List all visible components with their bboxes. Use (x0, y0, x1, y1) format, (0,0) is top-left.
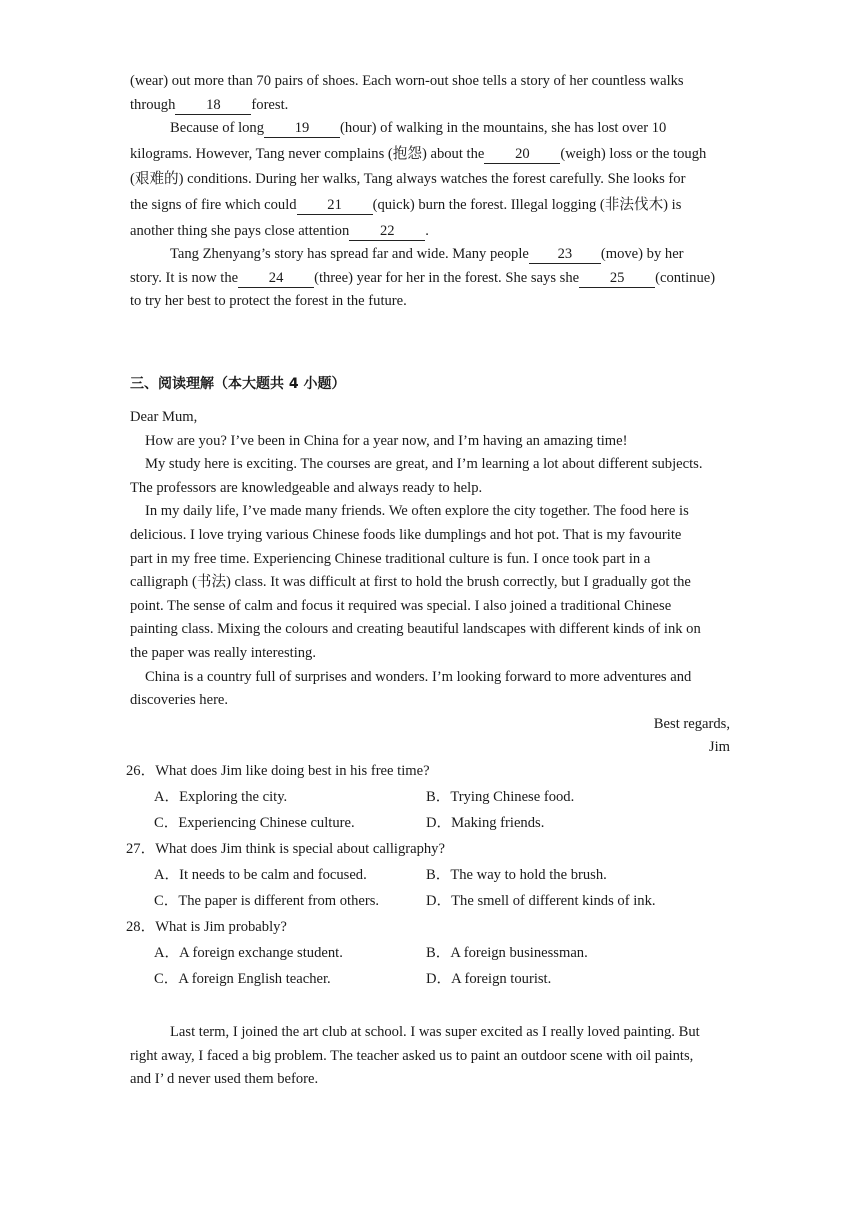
answer-blank-25[interactable]: 25 (579, 269, 655, 288)
passage-line (130, 194, 715, 218)
option-a[interactable]: A．Exploring the city. (154, 789, 288, 805)
answer-blank-19[interactable]: 19 (264, 119, 340, 138)
passage-text: (hour) of walking in the mountains, she has lost over 10 (340, 120, 667, 137)
passage-line (130, 143, 715, 167)
passage-line: and I’ d never used them before. (130, 1071, 319, 1088)
letter-line: How are you? I’ve been in China for a year now, and I’m having an amazing time! (145, 432, 628, 449)
passage-text: another thing she pays close attention (130, 222, 350, 239)
question-27 (126, 836, 740, 914)
question-stem: 27．What does Jim think is special about calligraphy? (126, 841, 445, 857)
cloze-passage (130, 70, 715, 314)
letter-line: discoveries here. (130, 692, 229, 709)
passage-line (130, 220, 715, 244)
passage-text: (three) year for her in the forest. She says she (314, 269, 580, 286)
option-d[interactable]: D．The smell of different kinds of ink. (426, 893, 656, 909)
option-row (126, 862, 740, 888)
passage-text: Because of long (170, 120, 265, 137)
passage-line: (wear) out more than 70 pairs of shoes. Each worn-out shoe tells a story of her countless walks (130, 73, 684, 89)
passage-text: forest. (251, 96, 289, 113)
question-28 (126, 914, 740, 992)
letter-greeting: Dear Mum, (130, 409, 198, 425)
answer-blank-24[interactable]: 24 (238, 269, 314, 288)
letter-line: point. The sense of calm and focus it required was special. I also joined a traditional Chinese (130, 597, 672, 614)
letter-closing: Best regards, (653, 715, 730, 732)
passage-text: the signs of fire which could (130, 196, 297, 213)
option-row (126, 784, 740, 810)
passage-line: right away, I faced a big problem. The teacher asked us to paint an outdoor scene with oil paints, (130, 1047, 694, 1064)
passage-line: Last term, I joined the art club at school. I was super excited as I really loved painting. But (170, 1024, 700, 1040)
question-list (126, 758, 740, 992)
option-b[interactable]: B．The way to hold the brush. (426, 867, 607, 883)
letter-line: In my daily life, I’ve made many friends. We often explore the city together. The food here is (145, 503, 689, 520)
passage-text: story. It is now the (130, 269, 239, 286)
option-c[interactable]: C．A foreign English teacher. (154, 971, 331, 987)
passage-text: (move) by her (600, 246, 684, 263)
passage-text: (continue) (655, 269, 716, 286)
answer-blank-23[interactable]: 23 (529, 245, 601, 264)
option-c[interactable]: C．Experiencing Chinese culture. (154, 815, 355, 831)
option-b[interactable]: B．A foreign businessman. (426, 945, 588, 961)
question-stem: 26．What does Jim like doing best in his free time? (126, 763, 430, 779)
option-row (126, 940, 740, 966)
letter-line: part in my free time. Experiencing Chinese traditional culture is fun. I once took part in a (130, 550, 651, 567)
answer-blank-20[interactable]: 20 (484, 145, 560, 164)
answer-blank-18[interactable]: 18 (175, 96, 251, 115)
section-heading: 三、阅读理解（本大题共 4 小题） (130, 376, 346, 392)
passage-text: (quick) burn the forest. Illegal logging (非法伐木) is (372, 196, 682, 213)
passage-line (130, 117, 715, 141)
question-stem: 28．What is Jim probably? (126, 919, 287, 935)
option-b[interactable]: B．Trying Chinese food. (426, 789, 575, 805)
letter-line: China is a country full of surprises and wonders. I’m looking forward to more adventures and (145, 668, 692, 685)
passage-line: (艰难的) conditions. During her walks, Tang always watches the forest carefully. She looks for (130, 171, 686, 188)
passage-text: . (425, 222, 429, 239)
option-c[interactable]: C．The paper is different from others. (154, 893, 380, 909)
letter-line: the paper was really interesting. (130, 644, 316, 661)
letter-line: My study here is exciting. The courses are great, and I’m learning a lot about different subjects. (145, 456, 703, 473)
reading-passage-2 (130, 1021, 740, 1092)
question-26 (126, 758, 740, 836)
letter-line: The professors are knowledgeable and always ready to help. (130, 479, 483, 496)
option-d[interactable]: D．A foreign tourist. (426, 971, 552, 987)
passage-text: kilograms. However, Tang never complains (抱怨) about the (130, 145, 485, 162)
letter-signature: Jim (708, 739, 730, 756)
answer-blank-22[interactable]: 22 (349, 222, 425, 241)
passage-line (130, 94, 715, 118)
passage-line (130, 267, 715, 291)
option-a[interactable]: A．It needs to be calm and focused. (154, 867, 367, 883)
passage-text: Tang Zhenyang’s story has spread far and wide. Many people (170, 246, 529, 263)
option-a[interactable]: A．A foreign exchange student. (154, 945, 343, 961)
passage-text: through (130, 96, 176, 113)
option-row (126, 966, 740, 992)
passage-line: to try her best to protect the forest in the future. (130, 293, 407, 310)
letter (130, 406, 740, 760)
option-d[interactable]: D．Making friends. (426, 815, 545, 831)
option-row (126, 810, 740, 836)
letter-line: painting class. Mixing the colours and creating beautiful landscapes with different kinds of ink on (130, 621, 701, 638)
passage-line (130, 243, 715, 267)
letter-line: calligraph (书法) class. It was difficult at first to hold the brush correctly, but I gradually got the (130, 574, 691, 591)
letter-line: delicious. I love trying various Chinese foods like dumplings and hot pot. That is my favourite (130, 526, 682, 543)
answer-blank-21[interactable]: 21 (297, 196, 373, 215)
option-row (126, 888, 740, 914)
passage-text: (weigh) loss or the tough (560, 145, 707, 162)
